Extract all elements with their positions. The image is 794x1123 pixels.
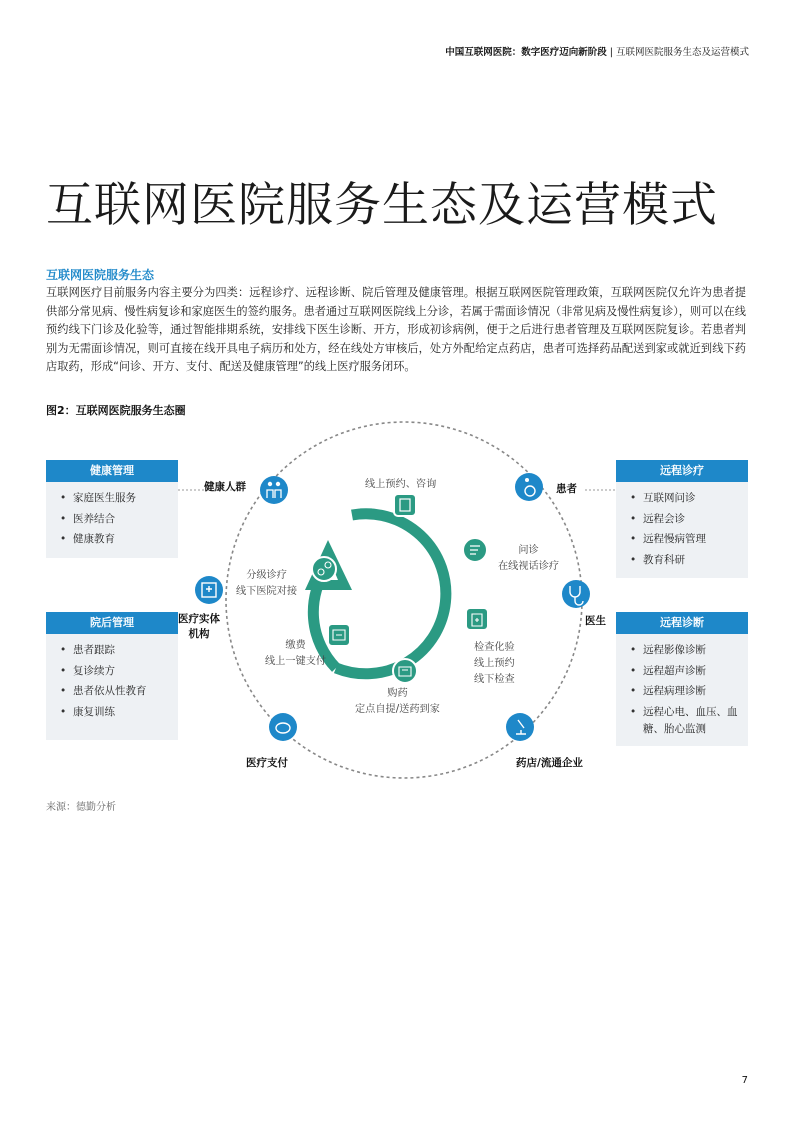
chat-icon xyxy=(463,538,487,562)
document-icon xyxy=(394,494,416,516)
cycle-step-medicine xyxy=(355,686,440,718)
medicine-line1: 购药 xyxy=(387,688,408,699)
list-item: • 远程会诊 xyxy=(630,509,740,530)
referral-line2: 线下医院对接 xyxy=(236,586,298,597)
node-payment: 医疗支付 xyxy=(246,757,288,769)
consult-line2: 在线视话诊疗 xyxy=(498,561,560,572)
list-item: • 医养结合 xyxy=(60,509,170,530)
list-item: • 远程慢病管理 xyxy=(630,529,740,550)
list-item: • 教育科研 xyxy=(630,550,740,571)
box-remote-treatment xyxy=(616,460,748,578)
page-number: 7 xyxy=(741,1075,748,1086)
cycle-step-exam xyxy=(474,640,515,688)
node-hospital xyxy=(178,612,220,642)
payment-line2: 线上一键支付 xyxy=(265,656,327,667)
referral-line1: 分级诊疗 xyxy=(246,570,287,581)
list-item: • 复诊续方 xyxy=(60,661,170,682)
box-remote-diagnosis xyxy=(616,612,748,746)
payment-line1: 缴费 xyxy=(285,640,306,651)
header-separator: | xyxy=(606,47,616,58)
box-remote-treat-title: 远程诊疗 xyxy=(616,460,748,482)
list-item: • 互联网问诊 xyxy=(630,488,740,509)
exam-line1: 检查化验 xyxy=(474,642,515,653)
list-item: • 康复训练 xyxy=(60,702,170,723)
section-title: 互联网医院服务生态 xyxy=(46,268,155,282)
consult-line1: 问诊 xyxy=(518,545,539,556)
list-item: • 远程影像诊断 xyxy=(630,640,740,661)
exam-line2: 线上预约 xyxy=(474,658,515,669)
header-bold: 中国互联网医院：数字医疗迈向新阶段 xyxy=(445,47,607,58)
cycle-step-referral xyxy=(236,568,297,600)
node-hospital-line2: 机构 xyxy=(188,628,210,640)
box-post-management xyxy=(46,612,178,740)
box-health-management xyxy=(46,460,178,558)
piggy-bank-icon xyxy=(269,713,297,741)
list-item: • 远程心电、血压、血糖、胎心监测 xyxy=(630,702,740,738)
header-light: 互联网医院服务生态及运营模式 xyxy=(615,47,749,58)
list-item: • 家庭医生服务 xyxy=(60,488,170,509)
cycle-step-booking: 线上预约、咨询 xyxy=(365,479,437,490)
box-post-title: 院后管理 xyxy=(46,612,178,634)
stethoscope-icon xyxy=(562,580,590,608)
list-item: • 健康教育 xyxy=(60,529,170,550)
exam-line3: 线下检查 xyxy=(474,674,515,685)
medicine-line2: 定点自提/送药到家 xyxy=(355,704,440,715)
patient-icon xyxy=(515,473,543,501)
referral-icon xyxy=(312,557,336,581)
node-patient: 患者 xyxy=(556,483,577,495)
box-health-title: 健康管理 xyxy=(46,460,178,482)
node-pharmacy: 药店/流通企业 xyxy=(516,757,583,769)
page-title: 互联网医院服务生态及运营模式 xyxy=(46,178,718,233)
cycle-step-payment xyxy=(265,638,326,670)
list-item: • 患者跟踪 xyxy=(60,640,170,661)
node-doctor: 医生 xyxy=(585,615,606,627)
medicine-icon xyxy=(393,659,417,683)
node-health-crowd: 健康人群 xyxy=(204,481,246,493)
node-hospital-line1: 医疗实体 xyxy=(178,613,220,625)
inner-cycle xyxy=(313,514,446,674)
source-note: 来源：德勤分析 xyxy=(46,802,116,813)
box-remote-diag-title: 远程诊断 xyxy=(616,612,748,634)
figure-title: 图2：互联网医院服务生态圈 xyxy=(46,404,186,417)
hospital-icon xyxy=(195,576,223,604)
clipboard-icon xyxy=(466,608,488,630)
list-item: • 远程病理诊断 xyxy=(630,681,740,702)
cycle-step-consult xyxy=(498,543,559,575)
list-item: • 患者依从性教育 xyxy=(60,681,170,702)
wallet-icon xyxy=(328,624,350,646)
microscope-icon xyxy=(506,713,534,741)
list-item: • 远程超声诊断 xyxy=(630,661,740,682)
health-crowd-icon xyxy=(260,476,288,504)
body-paragraph: 互联网医疗目前服务内容主要分为四类：远程诊疗、远程诊断、院后管理及健康管理。根据互联网医院管理政策，互联网医院仅允许为患者提供部分常见病、慢性病复诊和家庭医生的签约服务。患者通过互联网医院线上分诊，若属于需面诊情况（非常见病及慢性病复诊），则可以在线预约线下门诊及化验等，通过智能排期系统，安排线下医生诊断、开方，形成初诊病例，便于之后进行患者管理及互联网医院复诊。若患者判别为无需面诊情况，则可直接在线开具电子病历和处方，经在线处方审核后，处方外配给定点药店，患者可选择药品配送到家或就近到线下药店取药，形成“问诊、开方、支付、配送及健康管理”的线上医疗服务闭环。 xyxy=(46,286,746,373)
